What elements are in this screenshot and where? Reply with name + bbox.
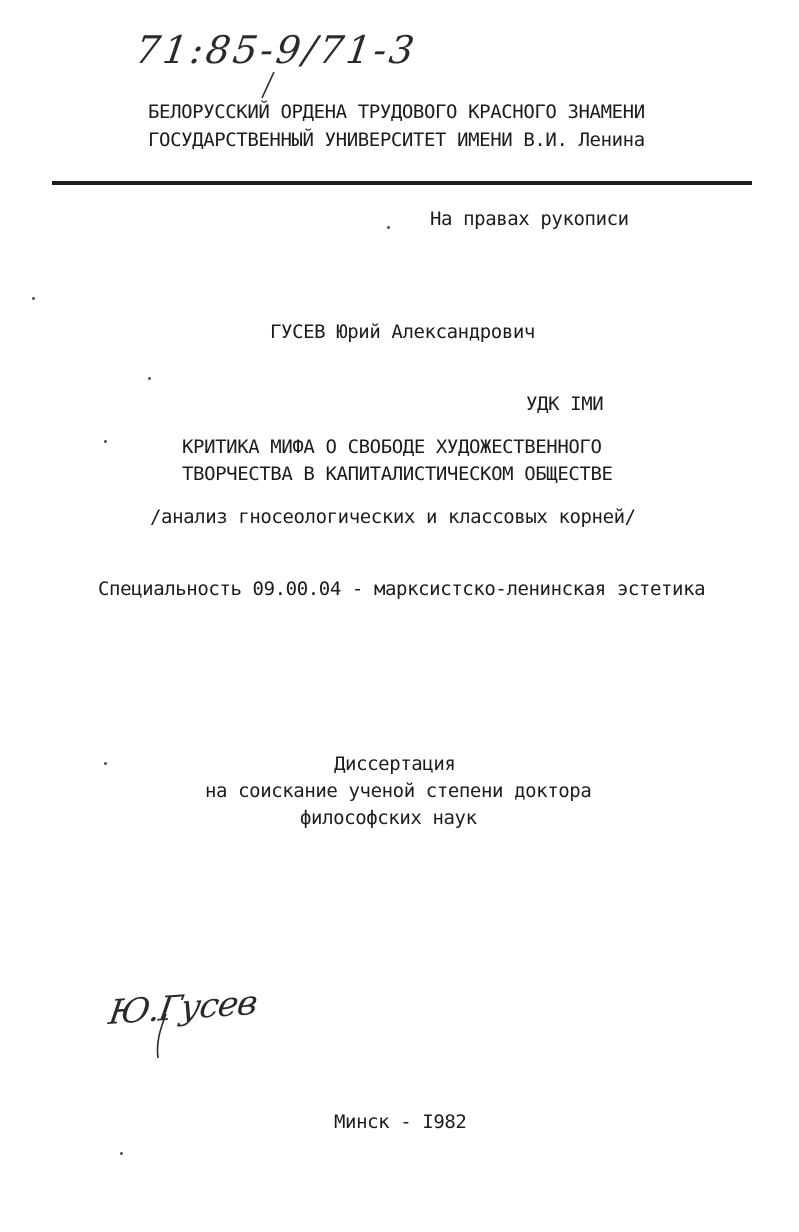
author-signature: Ю.Гусев bbox=[106, 982, 260, 1034]
place-and-year: Минск - I982 bbox=[334, 1111, 467, 1133]
udc-code: УДК IМИ bbox=[526, 393, 604, 415]
thesis-subtitle: /анализ гносеологических и классовых корней/ bbox=[150, 506, 636, 528]
paper-speck bbox=[104, 762, 107, 765]
paper-speck bbox=[387, 226, 390, 229]
author-name: ГУСЕВ Юрий Александрович bbox=[270, 321, 535, 343]
paper-speck bbox=[104, 440, 107, 443]
institution-line-2: ГОСУДАРСТВЕННЫЙ УНИВЕРСИТЕТ ИМЕНИ В.И. Ленина bbox=[148, 129, 645, 151]
handwritten-stroke bbox=[258, 70, 278, 100]
paper-speck bbox=[120, 1152, 123, 1155]
degree-line-1: Диссертация bbox=[334, 753, 456, 775]
degree-line-3: философских наук bbox=[300, 807, 477, 829]
paper-speck bbox=[32, 297, 35, 300]
degree-line-2: на соискание ученой степени доктора bbox=[205, 780, 592, 802]
header-divider bbox=[52, 181, 752, 185]
thesis-title-line-1: КРИТИКА МИФА О СВОБОДЕ ХУДОЖЕСТВЕННОГО bbox=[182, 436, 602, 458]
specialty-line: Специальность 09.00.04 - марксистско-ленинская эстетика bbox=[98, 578, 706, 600]
signature-flourish bbox=[146, 1012, 176, 1062]
institution-line-1: БЕЛОРУССКИЙ ОРДЕНА ТРУДОВОГО КРАСНОГО ЗНАМЕНИ bbox=[148, 101, 645, 123]
paper-speck bbox=[148, 377, 151, 380]
thesis-title-line-2: ТВОРЧЕСТВА В КАПИТАЛИСТИЧЕСКОМ ОБЩЕСТВЕ bbox=[182, 463, 613, 485]
manuscript-rights-note: На правах рукописи bbox=[430, 208, 629, 230]
handwritten-archive-code: 71:85-9/71-3 bbox=[132, 28, 420, 72]
